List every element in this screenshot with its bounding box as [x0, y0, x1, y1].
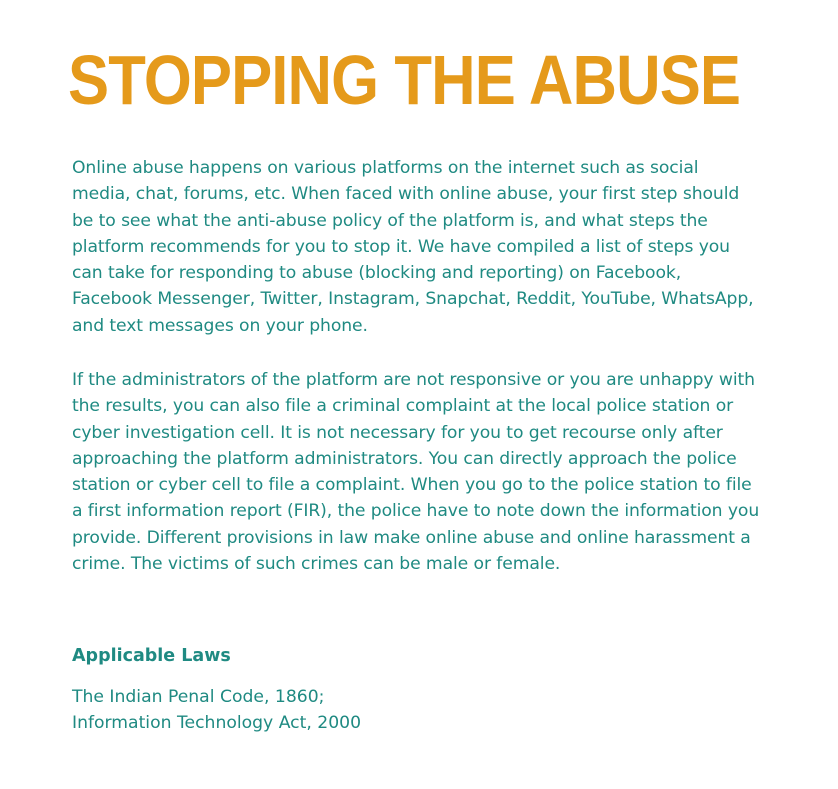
complaint-paragraph: If the administrators of the platform are not responsive or you are unhappy with the results, you can also file a criminal complaint at the local police station or cyber investigation cell. It is not necessary for you to get recourse only after approaching the platform administrators. You can directly approach the police station or cyber cell to file a complaint. When you go to the police station to file a first information report (FIR), the police have to note down the information you provide. Different provisions in law make online abuse and online harassment a crime. The victims of such crimes can be male or female.: [72, 370, 760, 575]
law-item-it-act: Information Technology Act, 2000: [72, 713, 362, 734]
laws-list: [72, 684, 361, 737]
law-item-ipc: The Indian Penal Code, 1860;: [72, 687, 325, 707]
applicable-laws-heading: Applicable Laws: [72, 646, 231, 666]
intro-paragraph: Online abuse happens on various platforms on the internet such as social media, chat, forums, etc. When faced with online abuse, your first step should be to see what the anti-abuse policy of the platform is, and what steps the platform recommends for you to stop it. We have compiled a list of steps you can take for responding to abuse (blocking and reporting) on Facebook, Facebook Messenger, Twitter, Instagram, Snapchat, Reddit, YouTube, WhatsApp, and text messages on your phone.: [72, 158, 754, 336]
page-title: STOPPING THE ABUSE: [68, 41, 741, 119]
